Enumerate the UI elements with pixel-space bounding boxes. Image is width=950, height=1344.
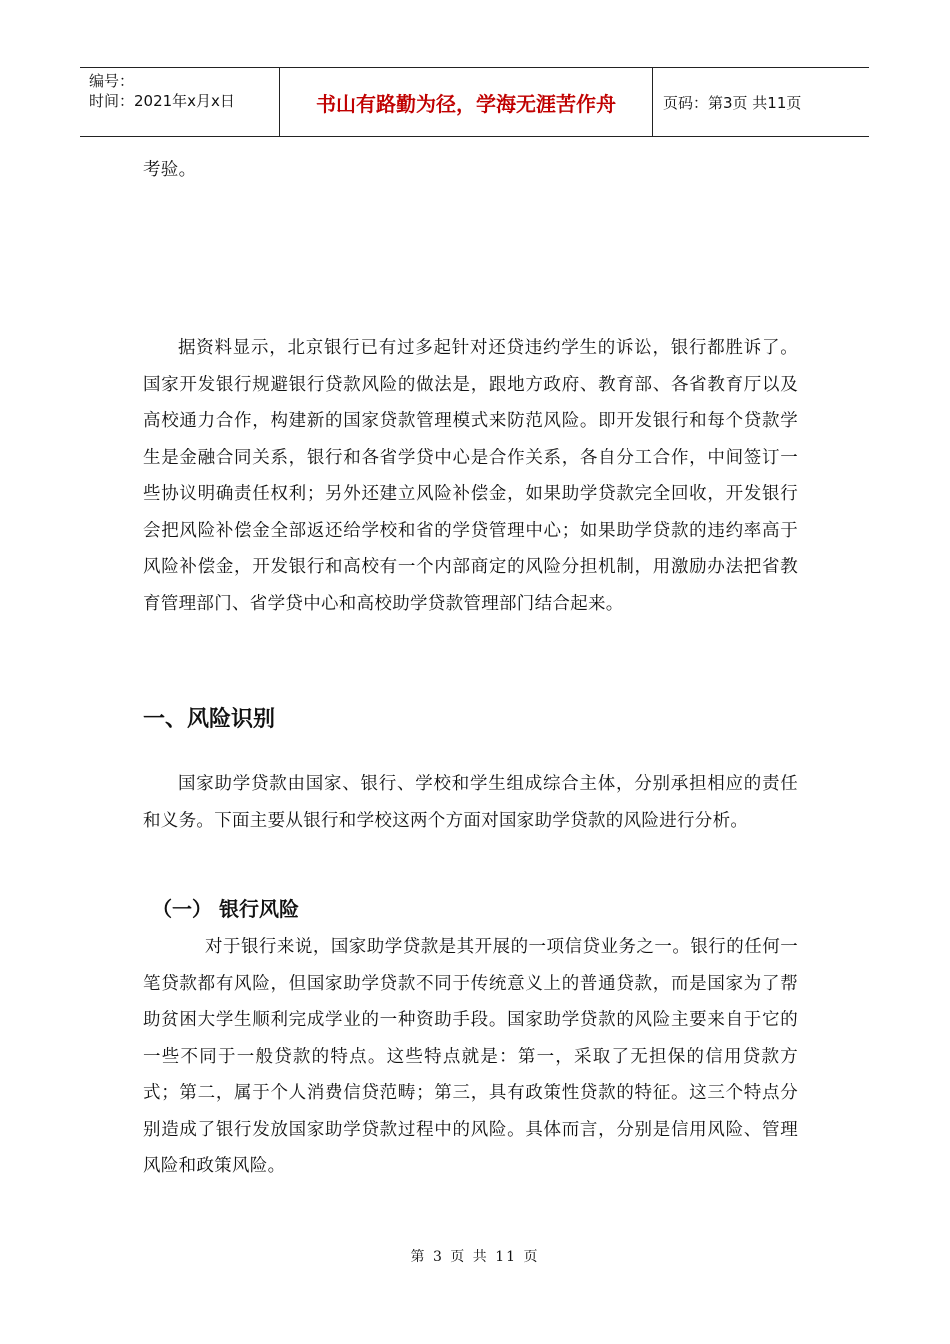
header-page-info: 页码：第3页 共11页 [663,93,802,112]
paragraph-3: 对于银行来说，国家助学贷款是其开展的一项信贷业务之一。银行的任何一笔贷款都有风险，但国家助学贷款不同于传统意义上的普通贷款，而是国家为了帮助贫困大学生顺利完成学业的一种资助手段。国家助学贷款的风险主要来自于它的一些不同于一般贷款的特点。这些特点就是：第一，采取了无担保的信用贷款方式；第二，属于个人消费信贷范畴；第三，具有政策性贷款的特征。这三个特点分别造成了银行发放国家助学贷款过程中的风险。具体而言，分别是信用风险、管理风险和政策风险。 [143,937,798,1176]
continuation-text: 考验。 [143,160,197,180]
page-header [80,67,869,137]
paragraph-2: 国家助学贷款由国家、银行、学校和学生组成综合主体，分别承担相应的责任和义务。下面主要从银行和学校这两个方面对国家助学贷款的风险进行分析。 [143,774,798,831]
section-heading-risk-identification: 一、风险识别 [143,707,276,732]
header-meta [80,68,280,136]
document-date: 时间：2021年x月x日 [89,92,235,110]
page-footer: 第 3 页 共 11 页 [410,1249,540,1265]
paragraph-1: 据资料显示，北京银行已有过多起针对还贷违约学生的诉讼，银行都胜诉了。国家开发银行规避银行贷款风险的做法是，跟地方政府、教育部、各省教育厅以及高校通力合作，构建新的国家贷款管理模式来防范风险。即开发银行和每个贷款学生是金融合同关系，银行和各省学贷中心是合作关系，各自分工合作，中间签订一些协议明确责任权利；另外还建立风险补偿金，如果助学贷款完全回收，开发银行会把风险补偿金全部返还给学校和省的学贷管理中心；如果助学贷款的违约率高于风险补偿金，开发银行和高校有一个内部商定的风险分担机制，用激励办法把省教育管理部门、省学贷中心和高校助学贷款管理部门结合起来。 [143,338,798,614]
subsection-heading-bank-risk: （一） 银行风险 [152,897,299,921]
header-motto: 书山有路勤为径，学海无涯苦作舟 [280,68,653,136]
document-number-label: 编号： [89,72,135,90]
